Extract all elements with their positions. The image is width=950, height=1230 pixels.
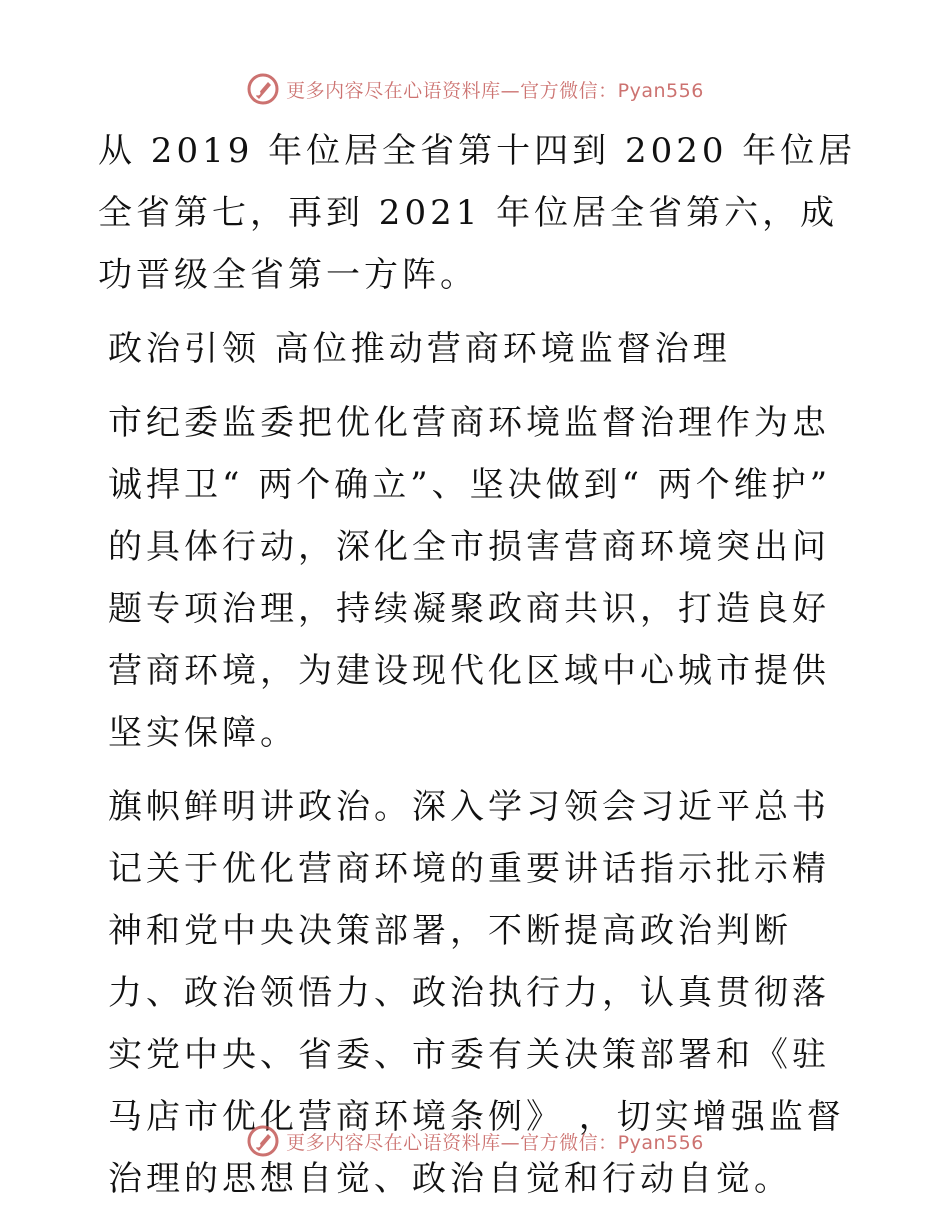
header-watermark [0, 72, 950, 106]
section-heading: 政治引领 高位推动营商环境监督治理 [108, 329, 731, 369]
watermark-text: 更多内容尽在心语资料库—官方微信：Pyan556 [286, 79, 704, 102]
document-body [98, 120, 858, 1222]
paragraph-politics: 旗帜鲜明讲政治。深入学习领会习近平总书记关于优化营商环境的重要讲话指示批示精神和党中央决策部署，不断提高政治判断力、政治领悟力、政治执行力，认真贯彻落实党中央、省委、市委有关决策部署和《驻马店市优化营商环境条例》 ，切实增强监督治理的思想自觉、政治自觉和行动自觉。 [108, 787, 845, 1199]
paragraph-supervision: 市纪委监委把优化营商环境监督治理作为忠诚捍卫“ 两个确立”、坚决做到“ 两个维护” 的具体行动，深化全市损害营商环境突出问题专项治理，持续凝聚政商共识，打造良好营商环境，为建设现代化区域中心城市提供坚实保障。 [108, 403, 832, 753]
watermark-text: 更多内容尽在心语资料库—官方微信：Pyan556 [286, 1131, 704, 1154]
paragraph-ranking: 从 2019 年位居全省第十四到 2020 年位居全省第七，再到 2021 年位居全省第六，成功晋级全省第一方阵。 [98, 131, 857, 295]
pen-logo-icon [246, 72, 280, 106]
pen-logo-icon [246, 1124, 280, 1158]
footer-watermark [0, 1124, 950, 1158]
